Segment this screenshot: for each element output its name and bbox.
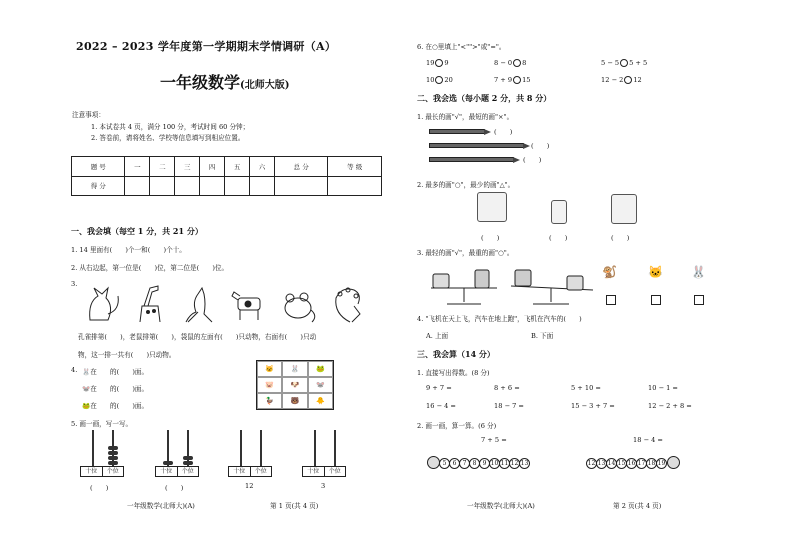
place-value-base bbox=[155, 466, 199, 477]
caterpillar-segment: 11 bbox=[500, 460, 509, 467]
select-question-4: 4. "飞机在天上飞，汽车在地上跑"，飞机在汽车的( ) bbox=[417, 315, 582, 323]
answer-paren[interactable]: ( ) bbox=[611, 234, 630, 242]
question-3-number: 3. bbox=[71, 280, 78, 288]
tens-label: 十位 bbox=[160, 468, 173, 475]
ones-rod bbox=[260, 430, 262, 466]
question-5: 5. 画一画，写一写。 bbox=[71, 420, 133, 428]
calc-item: 16 − 4 = bbox=[426, 402, 456, 410]
place-value-base bbox=[228, 466, 272, 477]
score-cell[interactable] bbox=[225, 176, 250, 196]
answer-paren[interactable]: ( ) bbox=[549, 234, 568, 242]
q4-line-text: 在 的( )面。 bbox=[90, 385, 149, 393]
calc-item: 5 + 10 = bbox=[571, 384, 601, 392]
footer-subject: 一年级数学(北师大)(A) bbox=[127, 502, 195, 510]
draw-calc-left: 7 + 5 = bbox=[481, 436, 507, 444]
tens-rod bbox=[314, 430, 316, 466]
calc-item: 12 − 2 + 8 = bbox=[648, 402, 692, 410]
compare-right: 8 bbox=[522, 59, 527, 67]
tens-label: 十位 bbox=[233, 468, 246, 475]
answer-box[interactable] bbox=[606, 295, 616, 305]
bead bbox=[108, 451, 118, 455]
score-row-label: 得 分 bbox=[72, 176, 125, 196]
caterpillar-segment: 13 bbox=[520, 460, 529, 467]
ones-label: 个位 bbox=[324, 467, 346, 476]
score-header-cell: 题 号 bbox=[72, 157, 125, 177]
bead bbox=[163, 461, 173, 465]
animals-row bbox=[84, 284, 384, 324]
frog-icon: 🐸 bbox=[82, 402, 91, 410]
compare-item bbox=[601, 59, 647, 67]
chick-icon: 🐥 bbox=[308, 393, 333, 409]
abacus-number: 12 bbox=[245, 482, 254, 490]
subject-title bbox=[160, 70, 289, 93]
q4-line-2 bbox=[82, 383, 148, 393]
peacock-icon bbox=[336, 288, 360, 322]
bunny-icon: 🐰 bbox=[82, 368, 91, 376]
caterpillar-segment: 16 bbox=[627, 460, 636, 467]
notes-heading: 注意事项： bbox=[72, 111, 105, 119]
question-3-text-2: 物，这一排一共有( )只动物。 bbox=[78, 351, 176, 359]
tens-rod bbox=[92, 430, 94, 466]
score-cell[interactable] bbox=[274, 176, 327, 196]
compare-item bbox=[494, 59, 526, 67]
score-table bbox=[71, 156, 382, 196]
mouse-icon: 🐭 bbox=[308, 377, 333, 393]
compare-left: 7 + 9 bbox=[494, 76, 513, 84]
pencil-icon bbox=[429, 129, 485, 134]
answer-paren[interactable]: ( ) bbox=[481, 234, 500, 242]
subject-name: 一年级数学 bbox=[160, 73, 241, 92]
select-question-2: 2. 最多的画"○"，最少的画"△"。 bbox=[417, 181, 515, 189]
abacus-2 bbox=[155, 430, 199, 490]
tens-label: 十位 bbox=[85, 468, 98, 475]
pig-icon: 🐷 bbox=[257, 377, 282, 393]
option-a[interactable]: A. 上面 bbox=[426, 332, 449, 340]
calc-item: 8 + 6 = bbox=[494, 384, 520, 392]
select-question-3: 3. 最轻的画"√"，最重的画"○"。 bbox=[417, 249, 514, 257]
exam-title: 2022 – 2023 学年度第一学期期末学情调研（A） bbox=[76, 40, 337, 53]
beaker-icon bbox=[611, 194, 637, 224]
compare-item bbox=[426, 59, 449, 67]
caterpillar-segment: 17 bbox=[637, 460, 646, 467]
score-header-cell: 总 分 bbox=[274, 157, 327, 177]
compare-left: 8 − 0 bbox=[494, 59, 513, 67]
option-b[interactable]: B. 下面 bbox=[531, 332, 554, 340]
compare-circle[interactable] bbox=[513, 59, 521, 67]
score-header-cell: 五 bbox=[225, 157, 250, 177]
compare-left: 5 − 5 bbox=[601, 59, 620, 67]
calc-item: 18 − 7 = bbox=[494, 402, 524, 410]
ones-label: 个位 bbox=[102, 467, 124, 476]
scale-icon bbox=[431, 270, 497, 304]
bead bbox=[108, 456, 118, 460]
compare-circle[interactable] bbox=[513, 76, 521, 84]
monkey-icon: 🐒 bbox=[602, 265, 617, 279]
caterpillar-segment: 9 bbox=[479, 458, 490, 469]
fox-icon bbox=[90, 288, 119, 320]
q4-line-text: 在 的( )面。 bbox=[90, 368, 149, 376]
balance-scales bbox=[427, 258, 607, 306]
place-value-base bbox=[80, 466, 124, 477]
bead bbox=[183, 456, 193, 460]
abacus-answer: ( ) bbox=[165, 484, 184, 492]
caterpillar-segment: 18 bbox=[647, 460, 656, 467]
caterpillar-segment: 15 bbox=[617, 460, 626, 467]
edition-label: (北师大版) bbox=[240, 80, 290, 91]
pencil-icon bbox=[429, 157, 514, 162]
tens-rod bbox=[240, 430, 242, 466]
kangaroo-icon bbox=[186, 288, 212, 322]
calc-item: 15 − 3 + 7 = bbox=[571, 402, 615, 410]
score-cell[interactable] bbox=[250, 176, 275, 196]
animal-grid bbox=[256, 360, 334, 410]
compare-left: 10 bbox=[426, 76, 435, 84]
answer-paren[interactable]: ( ) bbox=[523, 156, 542, 164]
compare-circle[interactable] bbox=[620, 59, 628, 67]
caterpillar-segment: 5 bbox=[439, 458, 450, 469]
compare-right: 5 + 5 bbox=[629, 59, 648, 67]
compare-right: 9 bbox=[444, 59, 449, 67]
answer-paren[interactable]: ( ) bbox=[494, 128, 513, 136]
tens-label: 十位 bbox=[307, 468, 320, 475]
ones-rod bbox=[334, 430, 336, 466]
bear-icon: 🐻 bbox=[282, 393, 307, 409]
ones-label: 个位 bbox=[177, 467, 199, 476]
footer-subject: 一年级数学(北师大)(A) bbox=[467, 502, 535, 510]
section-3-heading: 三、我会算（14 分） bbox=[417, 349, 495, 359]
compare-circle[interactable] bbox=[435, 76, 443, 84]
compare-left: 12 − 2 bbox=[601, 76, 624, 84]
abacus-3 bbox=[228, 430, 272, 490]
abacus-answer: ( ) bbox=[90, 484, 109, 492]
section-1-heading: 一、我会填（每空 1 分，共 21 分） bbox=[71, 226, 203, 236]
question-2: 2. 从右边起，第一位是( )位，第二位是( )位。 bbox=[71, 264, 229, 272]
score-header-cell: 二 bbox=[150, 157, 175, 177]
select-question-1: 1. 最长的画"√"，最短的画"×"。 bbox=[417, 113, 514, 121]
note-2: 2. 答卷前，请将姓名、学校等信息填写到相应位置。 bbox=[91, 134, 245, 142]
caterpillar-right bbox=[587, 458, 680, 469]
section-2-heading: 二、我会选（每小题 2 分，共 8 分） bbox=[417, 93, 552, 103]
note-1: 1. 本试卷共 4 页，满分 100 分，考试时间 60 分钟； bbox=[91, 123, 250, 131]
dog-icon: 🐶 bbox=[282, 377, 307, 393]
bunny-icon: 🐰 bbox=[282, 361, 307, 377]
compare-left: 19 bbox=[426, 59, 435, 67]
caterpillar-segment: 12 bbox=[587, 460, 596, 467]
compare-item bbox=[601, 76, 642, 84]
mouse-icon bbox=[285, 293, 315, 322]
question-1: 1. 14 里面有( )个一和( )个十。 bbox=[71, 246, 186, 254]
question-6: 6. 在○里填上"<"">"或"="。 bbox=[417, 43, 506, 51]
compare-circle[interactable] bbox=[624, 76, 632, 84]
compare-right: 15 bbox=[522, 76, 531, 84]
caterpillar-segment: 7 bbox=[459, 458, 470, 469]
compare-right: 20 bbox=[444, 76, 453, 84]
abacus-4 bbox=[302, 430, 346, 490]
mouse-icon: 🐭 bbox=[82, 385, 91, 393]
score-header-cell: 六 bbox=[250, 157, 275, 177]
compare-right: 12 bbox=[633, 76, 642, 84]
page-2 bbox=[397, 0, 794, 543]
scale-icon bbox=[511, 270, 593, 304]
compare-circle[interactable] bbox=[435, 59, 443, 67]
footer-page: 第 2 页(共 4 页) bbox=[613, 502, 662, 510]
calc-question-2: 2. 画一画，算一算。(6 分) bbox=[417, 422, 497, 430]
answer-paren[interactable]: ( ) bbox=[531, 142, 550, 150]
score-cell[interactable] bbox=[175, 176, 200, 196]
draw-calc-right: 18 − 4 = bbox=[633, 436, 663, 444]
score-cell[interactable] bbox=[150, 176, 175, 196]
caterpillar-head-icon bbox=[667, 456, 680, 469]
caterpillar-segment: 8 bbox=[469, 458, 480, 469]
calc-question-1: 1. 直接写出得数。(8 分) bbox=[417, 369, 490, 377]
caterpillar-segment: 13 bbox=[597, 460, 606, 467]
q4-line-text: 在 的( )面。 bbox=[90, 402, 149, 410]
abacus-number: 3 bbox=[321, 482, 326, 490]
calc-item: 9 + 7 = bbox=[426, 384, 452, 392]
compare-item bbox=[426, 76, 453, 84]
caterpillar-segment: 10 bbox=[490, 460, 499, 467]
caterpillar-segment: 6 bbox=[449, 458, 460, 469]
footer-page: 第 1 页(共 4 页) bbox=[270, 502, 319, 510]
bead bbox=[108, 461, 118, 465]
pencil-icon bbox=[429, 143, 524, 148]
cow-icon bbox=[232, 292, 260, 320]
question-3-text-1: 孔雀排第( )，老鼠排第( )，袋鼠的左面有( )只动物，右面有( )只动 bbox=[78, 333, 317, 341]
duck-icon: 🦆 bbox=[257, 393, 282, 409]
compare-item bbox=[494, 76, 531, 84]
caterpillar-segment: 12 bbox=[510, 460, 519, 467]
bead bbox=[108, 446, 118, 450]
q4-line-3 bbox=[82, 400, 148, 410]
ones-label: 个位 bbox=[250, 467, 272, 476]
score-header-cell: 三 bbox=[175, 157, 200, 177]
score-header-cell: 一 bbox=[125, 157, 150, 177]
frog-icon: 🐸 bbox=[308, 361, 333, 377]
caterpillar-segment: 19 bbox=[657, 460, 666, 467]
bead bbox=[183, 461, 193, 465]
q4-line-1 bbox=[82, 366, 148, 376]
score-cell[interactable] bbox=[200, 176, 225, 196]
place-value-base bbox=[302, 466, 346, 477]
bunny-icon: 🐰 bbox=[691, 265, 706, 279]
answer-box[interactable] bbox=[694, 295, 704, 305]
score-cell[interactable] bbox=[328, 176, 382, 196]
caterpillar-left bbox=[427, 458, 530, 469]
beaker-icon bbox=[477, 192, 507, 222]
caterpillar-segment: 14 bbox=[607, 460, 616, 467]
answer-box[interactable] bbox=[651, 295, 661, 305]
abacus-1 bbox=[80, 430, 124, 490]
calc-item: 10 − 1 = bbox=[648, 384, 678, 392]
score-header-cell: 等 级 bbox=[328, 157, 382, 177]
question-4-number: 4. bbox=[71, 366, 78, 374]
score-header-cell: 四 bbox=[200, 157, 225, 177]
giraffe-icon bbox=[140, 286, 160, 322]
cat-icon: 🐱 bbox=[648, 265, 663, 279]
beaker-icon bbox=[551, 200, 567, 224]
score-cell[interactable] bbox=[125, 176, 150, 196]
cat-icon: 🐱 bbox=[257, 361, 282, 377]
